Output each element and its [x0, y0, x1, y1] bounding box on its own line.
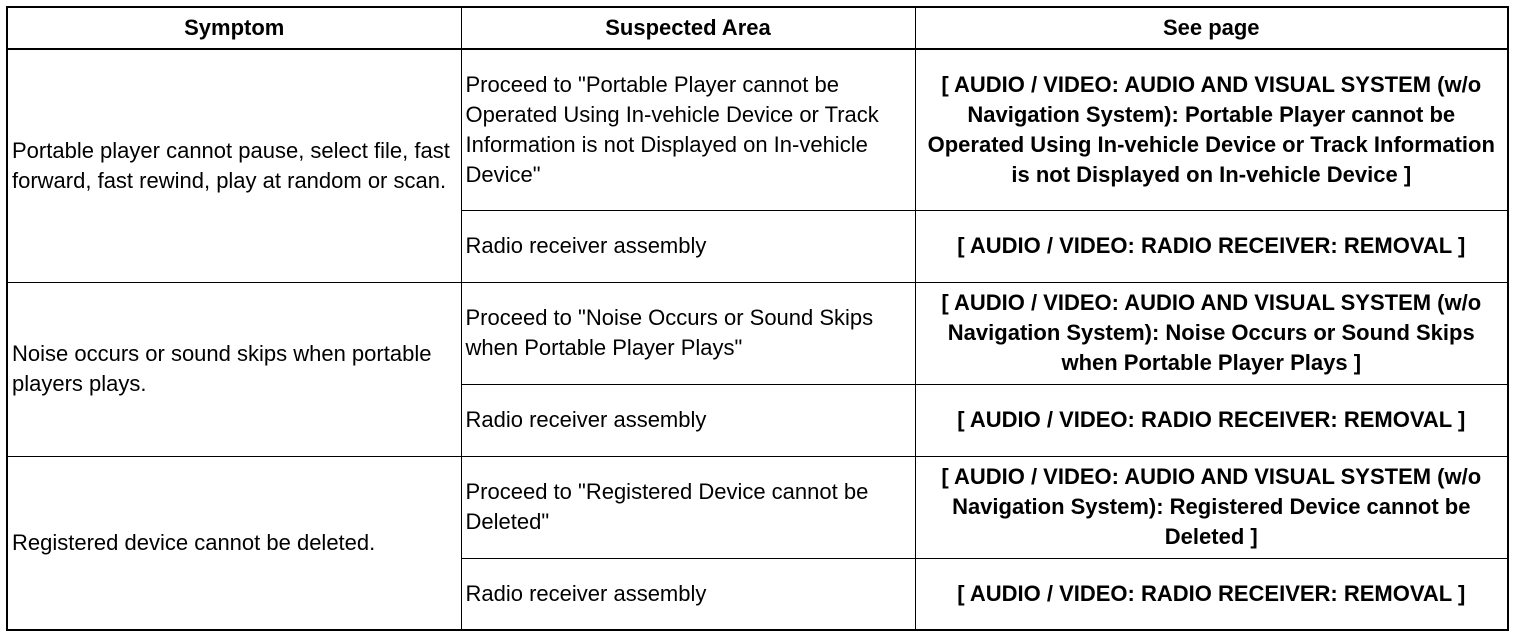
see-page-link[interactable]: [ AUDIO / VIDEO: RADIO RECEIVER: REMOVAL ]	[915, 384, 1508, 456]
see-page-link[interactable]: [ AUDIO / VIDEO: AUDIO AND VISUAL SYSTEM (w/o Navigation System): Noise Occurs or Sound Skips when Portable Player Plays ]	[915, 282, 1508, 384]
symptom-cell: Portable player cannot pause, select file, fast forward, fast rewind, play at random or scan.	[7, 49, 461, 282]
see-page-link[interactable]: [ AUDIO / VIDEO: RADIO RECEIVER: REMOVAL ]	[915, 558, 1508, 630]
table-row	[7, 49, 1508, 210]
symptom-cell: Noise occurs or sound skips when portable players plays.	[7, 282, 461, 456]
header-symptom: Symptom	[7, 7, 461, 49]
suspected-area-cell: Radio receiver assembly	[461, 558, 915, 630]
table-header-row	[7, 7, 1508, 49]
suspected-area-cell: Radio receiver assembly	[461, 384, 915, 456]
see-page-link[interactable]: [ AUDIO / VIDEO: AUDIO AND VISUAL SYSTEM (w/o Navigation System): Registered Device cannot be Deleted ]	[915, 456, 1508, 558]
table-row	[7, 456, 1508, 558]
see-page-link[interactable]: [ AUDIO / VIDEO: RADIO RECEIVER: REMOVAL ]	[915, 210, 1508, 282]
suspected-area-cell: Proceed to "Portable Player cannot be Operated Using In-vehicle Device or Track Information is not Displayed on In-vehicle Device"	[461, 49, 915, 210]
suspected-area-cell: Radio receiver assembly	[461, 210, 915, 282]
see-page-link[interactable]: [ AUDIO / VIDEO: AUDIO AND VISUAL SYSTEM (w/o Navigation System): Portable Player cannot be Operated Using In-vehicle Device or Track Information is not Displayed on In-vehicle Device ]	[915, 49, 1508, 210]
suspected-area-cell: Proceed to "Noise Occurs or Sound Skips when Portable Player Plays"	[461, 282, 915, 384]
header-see-page: See page	[915, 7, 1508, 49]
symptom-table	[6, 6, 1509, 631]
table-row	[7, 282, 1508, 384]
header-suspected-area: Suspected Area	[461, 7, 915, 49]
document-page	[6, 6, 1509, 631]
symptom-cell: Registered device cannot be deleted.	[7, 456, 461, 630]
suspected-area-cell: Proceed to "Registered Device cannot be Deleted"	[461, 456, 915, 558]
